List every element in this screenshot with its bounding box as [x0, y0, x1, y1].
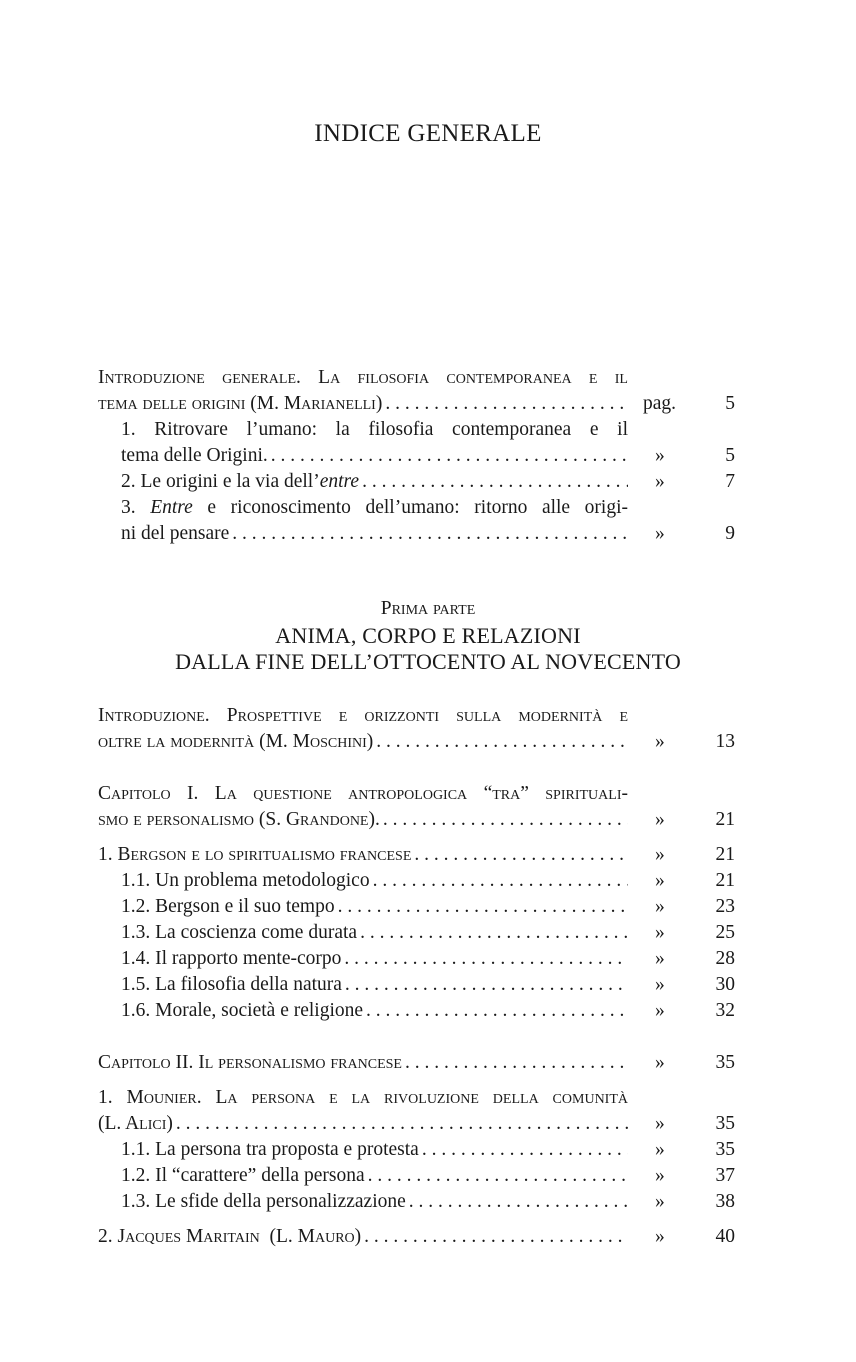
- dot-leader: [268, 443, 628, 469]
- page-number: 35: [715, 1052, 735, 1073]
- ditto-mark: »: [655, 471, 665, 492]
- page-number: 30: [715, 974, 735, 995]
- toc-entry-text: 1. Ritrovare l’umano: la filosofia contemporanea e il: [121, 419, 628, 440]
- toc-entry-chap1-sub: [121, 998, 628, 1024]
- page-number: 21: [715, 809, 735, 830]
- ditto-mark: »: [655, 1191, 665, 1212]
- ditto-mark: »: [655, 1139, 665, 1160]
- page-number: 9: [725, 523, 735, 544]
- ditto-mark: »: [655, 948, 665, 969]
- toc-entry-text: 1.1. Un problema metodologico: [121, 870, 370, 891]
- toc-entry-chap1-sec1: [98, 842, 628, 868]
- page-number: 5: [725, 445, 735, 466]
- toc-entry-chap1-line2: [98, 807, 628, 833]
- ditto-mark: »: [655, 1000, 665, 1021]
- page-number: 35: [715, 1139, 735, 1160]
- toc-entry-text: e riconoscimento dell’umano: ritorno alle origi-: [192, 497, 628, 518]
- ditto-mark: »: [655, 1052, 665, 1073]
- toc-entry-text: 1.3. Le sfide della personalizzazione: [121, 1191, 406, 1212]
- toc-entry-text: tema delle origini (M. Marianelli): [98, 393, 383, 414]
- toc-entry-text: 1.3. La coscienza come durata: [121, 922, 358, 943]
- toc-entry-italic: Entre: [150, 497, 193, 518]
- part-title-line2: DALLA FINE DELL’OTTOCENTO AL NOVECENTO: [175, 649, 681, 674]
- ditto-mark: »: [655, 844, 665, 865]
- toc-entry-text: 1.5. La filosofia della natura: [121, 974, 342, 995]
- page-number: 25: [715, 922, 735, 943]
- toc-entry-text: 1.2. Il “carattere” della persona: [121, 1165, 365, 1186]
- toc-entry-intro-2: [121, 469, 628, 495]
- part-label: Prima parte: [380, 598, 476, 619]
- toc-entry-intro-3-line1: [121, 495, 628, 521]
- ditto-mark: »: [655, 731, 665, 752]
- page-number: 32: [715, 1000, 735, 1021]
- toc-entry-chap1-sub: [121, 920, 628, 946]
- page-number: 35: [715, 1113, 735, 1134]
- page-number: 21: [715, 870, 735, 891]
- page-number: 38: [715, 1191, 735, 1212]
- toc-entry-text: tema delle Origini.: [121, 445, 268, 466]
- toc-entry-text: 2. Le origini e la via dell’: [121, 471, 320, 492]
- toc-entry-chap1-sub: [121, 946, 628, 972]
- ditto-mark: »: [655, 1165, 665, 1186]
- toc-entry-text: 1.1. La persona tra proposta e protesta: [121, 1139, 419, 1160]
- dot-leader: [370, 868, 628, 894]
- toc-entry-chap1-line1: [98, 781, 628, 807]
- toc-entry-chap2-sub: [121, 1163, 628, 1189]
- part-title-line1: ANIMA, CORPO E RELAZIONI: [275, 623, 581, 648]
- toc-entry-text: 1. Bergson e lo spiritualismo francese: [98, 844, 412, 865]
- toc-entry-intro-3-line2: [121, 521, 628, 547]
- page-number: 37: [715, 1165, 735, 1186]
- toc-entry-text: Capitolo II. Il personalismo francese: [98, 1052, 402, 1073]
- toc-entry-intro-1-line2: [121, 443, 628, 469]
- page-number: 21: [715, 844, 735, 865]
- page-prefix: pag.: [643, 393, 677, 414]
- page-number: 23: [715, 896, 735, 917]
- ditto-mark: »: [655, 1226, 665, 1247]
- dot-leader: [402, 1050, 628, 1076]
- toc-entry-text: 1.6. Morale, società e religione: [121, 1000, 364, 1021]
- toc-entry-chap2: [98, 1050, 628, 1076]
- page-number: 5: [725, 393, 735, 414]
- page-number: 7: [725, 471, 735, 492]
- ditto-mark: »: [655, 870, 665, 891]
- dot-leader: [173, 1111, 628, 1137]
- toc-entry-chap2-sub: [121, 1137, 628, 1163]
- toc-entry-text: (L. Alici): [98, 1113, 173, 1134]
- page-number: 28: [715, 948, 735, 969]
- toc-entry-intro-1-line1: [121, 417, 628, 443]
- toc-entry-intro2-line2: [98, 729, 628, 755]
- toc-entry-chap2-sec2: [98, 1224, 628, 1250]
- dot-leader: [406, 1189, 628, 1215]
- toc-entry-text: 1. Mounier. La persona e la rivoluzione della comunità: [98, 1087, 628, 1108]
- ditto-mark: »: [655, 896, 665, 917]
- dot-leader: [342, 972, 628, 998]
- dot-leader: [357, 920, 628, 946]
- toc-entry-text: 1.2. Bergson e il suo tempo: [121, 896, 335, 917]
- table-of-contents: [98, 0, 735, 1362]
- ditto-mark: »: [655, 974, 665, 995]
- toc-entry-chap1-sub: [121, 894, 628, 920]
- toc-entry-text: oltre la modernità (M. Moschini): [98, 731, 374, 752]
- dot-leader: [380, 807, 628, 833]
- toc-entry-italic: entre: [319, 471, 360, 492]
- dot-leader: [335, 894, 628, 920]
- toc-entry-text: 3.: [121, 497, 151, 518]
- dot-leader: [419, 1137, 628, 1163]
- dot-leader: [382, 391, 628, 417]
- toc-entry-chap1-sub: [121, 868, 628, 894]
- toc-entry-intro-line1: [98, 365, 628, 391]
- ditto-mark: »: [655, 445, 665, 466]
- dot-leader: [359, 469, 628, 495]
- toc-entry-text: ni del pensare: [121, 523, 230, 544]
- dot-leader: [365, 1163, 628, 1189]
- ditto-mark: »: [655, 809, 665, 830]
- toc-entry-chap1-sub: [121, 972, 628, 998]
- ditto-mark: »: [655, 922, 665, 943]
- toc-entry-text: Introduzione. Prospettive e orizzonti sulla modernità e: [98, 705, 628, 726]
- page-number: 13: [715, 731, 735, 752]
- dot-leader: [411, 842, 628, 868]
- toc-entry-intro-line2: [98, 391, 628, 417]
- toc-entry-text: smo e personalismo (S. Grandone).: [98, 809, 380, 830]
- toc-entry-chap2-sec1-line1: [98, 1085, 628, 1111]
- page-number: 40: [715, 1226, 735, 1247]
- toc-entry-chap2-sec1-line2: [98, 1111, 628, 1137]
- ditto-mark: »: [655, 1113, 665, 1134]
- dot-leader: [361, 1224, 628, 1250]
- toc-entry-text: 2. Jacques Maritain (L. Mauro): [98, 1226, 362, 1247]
- toc-entry-text: Capitolo I. La questione antropologica “tra” spirituali-: [98, 783, 628, 804]
- toc-entry-text: 1.4. Il rapporto mente-corpo: [121, 948, 342, 969]
- toc-entry-chap2-sub: [121, 1189, 628, 1215]
- page-title: INDICE GENERALE: [314, 120, 542, 147]
- toc-entry-intro2-line1: [98, 703, 628, 729]
- ditto-mark: »: [655, 523, 665, 544]
- dot-leader: [229, 521, 628, 547]
- dot-leader: [363, 998, 628, 1024]
- toc-entry-text: Introduzione generale. La filosofia contemporanea e il: [98, 367, 628, 388]
- dot-leader: [341, 946, 628, 972]
- dot-leader: [373, 729, 628, 755]
